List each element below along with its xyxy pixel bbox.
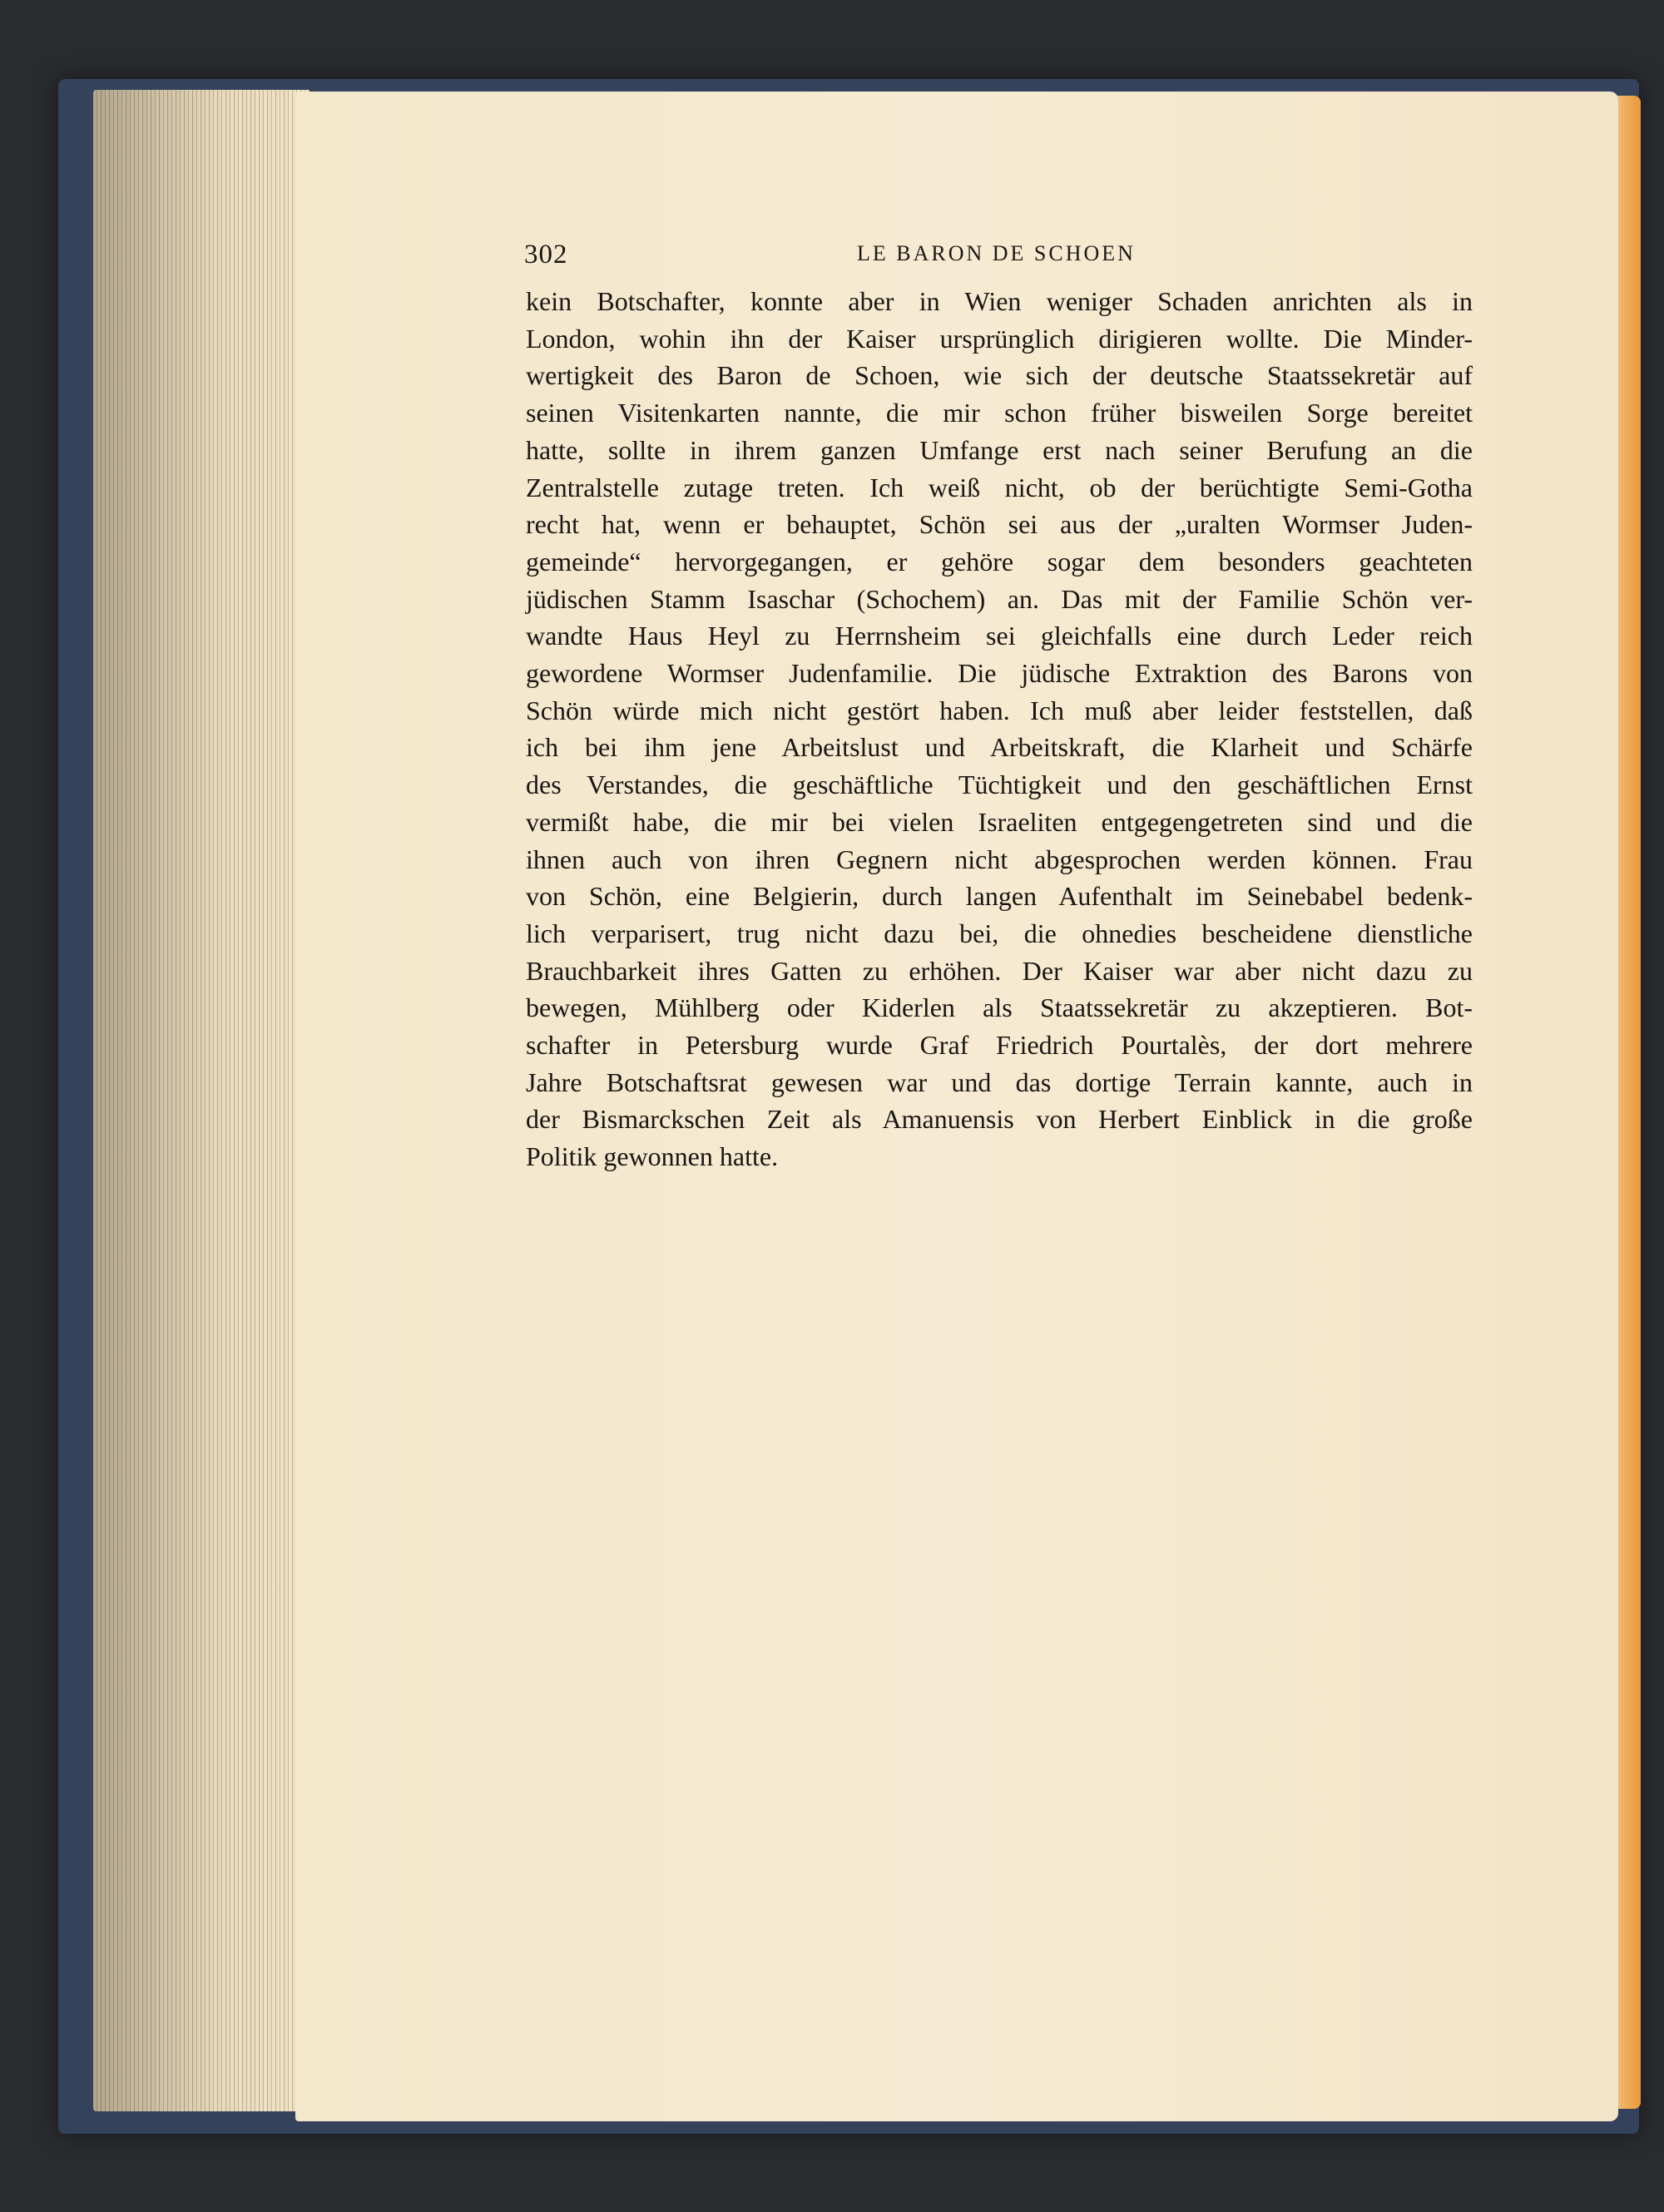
text-line: wandte Haus Heyl zu Herrnsheim sei gleichfalls eine durch Leder reich [526, 621, 1473, 651]
text-line: Brauchbarkeit ihres Gatten zu erhöhen. Der Kaiser war aber nicht dazu zu [526, 955, 1473, 986]
text-line: Jahre Botschaftsrat gewesen war und das dortige Terrain kannte, auch in [526, 1066, 1473, 1097]
page-header [524, 240, 1631, 273]
text-line: vermißt habe, die mir bei vielen Israeliten entgegengetreten sind und die [526, 806, 1473, 837]
text-line: des Verstandes, die geschäftliche Tüchtigkeit und den geschäftlichen Ernst [526, 769, 1473, 800]
text-line: jüdischen Stamm Isaschar (Schochem) an. Das mit der Familie Schön ver- [526, 583, 1473, 614]
text-line: lich verparisert, trug nicht dazu bei, die ohnedies bescheidene dienstliche [526, 918, 1473, 948]
page-number: 302 [524, 240, 568, 270]
text-line: ich bei ihm jene Arbeitslust und Arbeitskraft, die Klarheit und Schärfe [526, 732, 1473, 763]
text-line: hatte, sollte in ihrem ganzen Umfange erst nach seiner Berufung an die [526, 434, 1473, 465]
text-line: ihnen auch von ihren Gegnern nicht abgesprochen werden können. Frau [526, 844, 1473, 874]
text-line: gewordene Wormser Judenfamilie. Die jüdische Extraktion des Barons von [526, 658, 1473, 689]
text-line: bewegen, Mühlberg oder Kiderlen als Staatssekretär zu akzeptieren. Bot- [526, 992, 1473, 1023]
text-line: Politik gewonnen hatte. [526, 1141, 779, 1172]
text-line: gemeinde“ hervorgegangen, er gehöre sogar dem besonders geachteten [526, 546, 1473, 577]
text-line: London, wohin ihn der Kaiser ursprünglich dirigieren wollte. Die Minder- [526, 323, 1473, 354]
text-line: recht hat, wenn er behauptet, Schön sei aus der „uralten Wormser Juden- [526, 509, 1473, 540]
page-stack-shadow [93, 90, 310, 2111]
text-line: Zentralstelle zutage treten. Ich weiß nicht, ob der berüchtigte Semi-Gotha [526, 472, 1473, 502]
running-title: LE BARON DE SCHOEN [857, 241, 1136, 265]
text-line: von Schön, eine Belgierin, durch langen Aufenthalt im Seinebabel bedenk- [526, 881, 1473, 912]
text-line: seinen Visitenkarten nannte, die mir schon früher bisweilen Sorge bereitet [526, 398, 1473, 428]
text-line: der Bismarckschen Zeit als Amanuensis von Herbert Einblick in die große [526, 1104, 1473, 1135]
text-line: wertigkeit des Baron de Schoen, wie sich der deutsche Staatssekretär auf [526, 360, 1473, 391]
body-text [526, 283, 1473, 1175]
text-line: schafter in Petersburg wurde Graf Friedrich Pourtalès, der dort mehrere [526, 1030, 1473, 1061]
text-line: kein Botschafter, konnte aber in Wien weniger Schaden anrichten als in [526, 286, 1473, 316]
text-line: Schön würde mich nicht gestört haben. Ich muß aber leider feststellen, daß [526, 695, 1473, 725]
